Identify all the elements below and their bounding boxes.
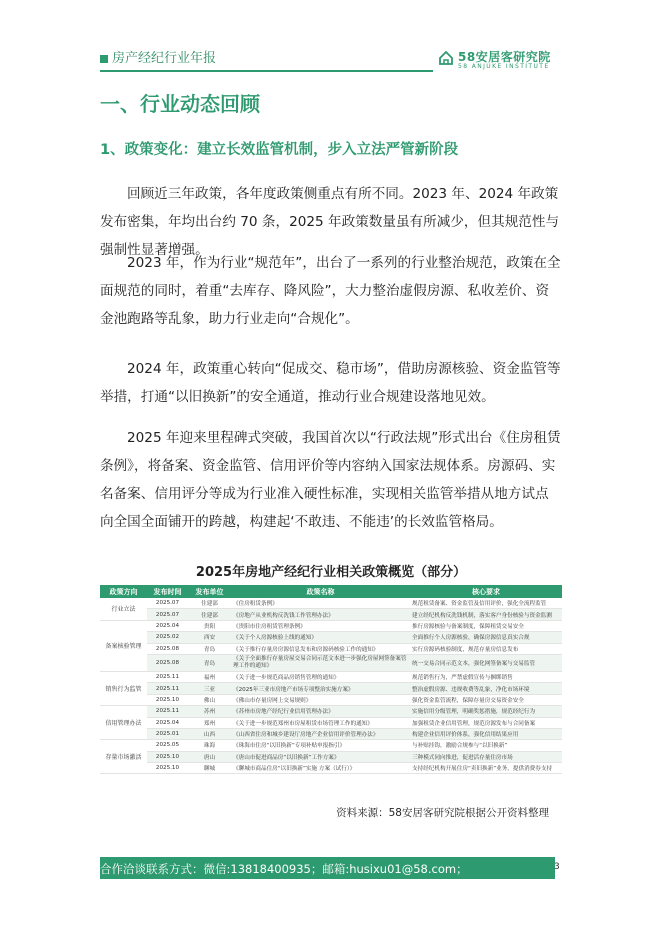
requirement-cell: 统一交易合同示范文本，强化网签备案与交易监管	[410, 654, 562, 671]
table-row	[100, 683, 562, 694]
requirement-cell: 规范销售行为，严禁虚假宣传与捆绑销售	[410, 671, 562, 682]
subsection-title: 1、政策变化：建立长效监管机制，步入立法严管新阶段	[100, 142, 459, 158]
date-cell: 2025.10	[147, 694, 188, 705]
policy-name-cell: 《唐山市促进商品房“以旧换新”工作方案》	[231, 751, 410, 762]
requirement-cell: 规范租赁备案、资金监管及信用评价，强化全流程监管	[410, 598, 562, 609]
section-title: 一、行业动态回顾	[100, 92, 260, 116]
date-cell: 2025.08	[147, 643, 188, 654]
issuer-cell: 贵阳	[188, 620, 231, 631]
issuer-cell: 珠海	[188, 740, 231, 751]
policy-direction: 信用管理办法	[100, 706, 147, 740]
body-paragraph-3: 2024 年，政策重心转向“促成交、稳市场”，借助房源核验、资金监管等举措，打通“以旧换新”的安全通道，推动行业合规建设落地见效。	[100, 361, 561, 405]
table-row	[100, 717, 562, 728]
requirement-cell: 整治虚假房源、违规收费等乱象，净化市场环境	[410, 683, 562, 694]
policy-direction: 销售行为监管	[100, 671, 147, 705]
house-logo-icon	[438, 50, 454, 66]
issuer-cell: 三亚	[188, 683, 231, 694]
issuer-cell: 佛山	[188, 694, 231, 705]
column-header: 政策名称	[231, 585, 410, 598]
table-row	[100, 609, 562, 620]
issuer-cell: 郑州	[188, 717, 231, 728]
policy-name-cell: 《2025年三亚市房地产市场专项整治实施方案》	[231, 683, 410, 694]
policy-name-cell: 《关于个人房源核验上线的通知》	[231, 632, 410, 643]
issuer-cell: 唐山	[188, 751, 231, 762]
table-row	[100, 643, 562, 654]
policy-name-cell: 《关于进一步规范郑州市房屋租赁市场管理工作的通知》	[231, 717, 410, 728]
requirement-cell: 支持经纪机构开展住房“卖旧换新”业务，提供消费券支持	[410, 763, 562, 774]
policy-name-cell: 《住房租赁条例》	[231, 598, 410, 609]
column-header: 发布时间	[147, 585, 188, 598]
requirement-cell: 加强租赁企业信用管理，规范房源发布与合同备案	[410, 717, 562, 728]
issuer-cell: 山西	[188, 728, 231, 739]
column-header: 核心要求	[410, 585, 562, 598]
date-cell: 2025.04	[147, 717, 188, 728]
table-row	[100, 706, 562, 717]
date-cell: 2025.01	[147, 728, 188, 739]
body-paragraph-4: 2025 年迎来里程碑式突破，我国首次以“行政法规”形式出台《住房租赁条例》，将备案、资金监管、信用评价等内容纳入国家法规体系。房源码、实名备案、信用评分等成为行业准入硬性标准，实现相关监管举措从地方试点向全国全面铺开的跨越，构建起‘不敢违、不能违’的长效监管格局。	[100, 430, 561, 530]
table-row	[100, 740, 562, 751]
policy-name-cell: 《聊城市商品住房“以旧换新”实施 方案（试行）》	[231, 763, 410, 774]
table-row	[100, 763, 562, 774]
policy-direction: 行业立法	[100, 598, 147, 620]
issuer-cell: 聊城	[188, 763, 231, 774]
issuer-cell: 住建部	[188, 598, 231, 609]
date-cell: 2025.05	[147, 740, 188, 751]
issuer-cell: 福州	[188, 671, 231, 682]
table-row	[100, 728, 562, 739]
table-row	[100, 598, 562, 609]
policy-name-cell: 《佛山市存量房网上交易规则》	[231, 694, 410, 705]
policy-table	[100, 585, 562, 774]
table-source: 资料来源：58安居客研究院根据公开资料整理	[336, 807, 549, 819]
table-row	[100, 620, 562, 631]
date-cell: 2025.02	[147, 632, 188, 643]
issuer-cell: 苏州	[188, 706, 231, 717]
date-cell: 2025.11	[147, 671, 188, 682]
table-header-row	[100, 585, 562, 598]
issuer-cell: 住建部	[188, 609, 231, 620]
requirement-cell: 全面推行个人房源核验，确保房源信息真实合规	[410, 632, 562, 643]
table-title: 2025年房地产经纪行业相关政策概览（部分）	[195, 565, 467, 580]
issuer-cell: 青岛	[188, 643, 231, 654]
policy-name-cell: 《房地产从业机构反洗钱工作管理办法》	[231, 609, 410, 620]
requirement-cell: 与补贴挂钩，激励合规参与“以旧换新”	[410, 740, 562, 751]
header-underline	[100, 70, 433, 72]
policy-name-cell: 《山西省住房和城乡建设厅房地产企业信用评价管理办法》	[231, 728, 410, 739]
footer-contact: 合作洽谈联系方式：微信:13818400935；邮箱:husixu01@58.com；	[100, 862, 468, 876]
date-cell: 2025.07	[147, 598, 188, 609]
requirement-cell: 强化资金监管流程，保障存量房交易资金安全	[410, 694, 562, 705]
logo-text: 58安居客研究院	[458, 50, 551, 64]
body-paragraph-2: 2023 年，作为行业“规范年”，出台了一系列的行业整治规范，政策在全面规范的同时，着重“去库存、降风险”，大力整治虚假房源、私收差价、资金池跑路等乱象，助力行业走向“合规化”。	[100, 255, 561, 327]
issuer-cell: 青岛	[188, 654, 231, 671]
date-cell: 2025.11	[147, 683, 188, 694]
policy-name-cell: 《关于全面推行存量房屋交易合同示范文本进一步强化房屋网签备案管理工作的通知》	[231, 654, 410, 671]
date-cell: 2025.10	[147, 763, 188, 774]
policy-name-cell: 《关于进一步规范商品房销售管理的通知》	[231, 671, 410, 682]
date-cell: 2025.08	[147, 654, 188, 671]
brand-logo	[438, 48, 558, 74]
body-paragraph-1: 回顾近三年政策，各年度政策侧重点有所不同。2023 年、2024 年政策发布密集，年均出台约 70 条，2025 年政策数量虽有所减少，但其规范性与强制性显著增强。	[100, 186, 560, 258]
requirement-cell: 实行房源码核验制度，规范存量房信息发布	[410, 643, 562, 654]
footer-bar	[100, 857, 555, 879]
table-row	[100, 654, 562, 671]
logo-subtext: 58 ANJUKE INSTITUTE	[458, 63, 550, 70]
table-row	[100, 751, 562, 762]
table-row	[100, 632, 562, 643]
policy-name-cell: 《苏州市房地产经纪行业信用管理办法》	[231, 706, 410, 717]
column-header: 政策方向	[100, 585, 147, 598]
policy-name-cell: 《关于推行存量房房源信息发布和房源码核验工作的通知》	[231, 643, 410, 654]
policy-name-cell: 《珠海市住房“以旧换新”专项补贴申报指引》	[231, 740, 410, 751]
column-header: 发布单位	[188, 585, 231, 598]
requirement-cell: 实施信用分级管理，明确奖惩措施，规范经纪行为	[410, 706, 562, 717]
page-number: 3	[554, 862, 560, 872]
policy-name-cell: 《贵阳市住房租赁管理条例》	[231, 620, 410, 631]
issuer-cell: 西安	[188, 632, 231, 643]
date-cell: 2025.04	[147, 620, 188, 631]
header-square-marker	[100, 55, 108, 63]
header-title: 房产经纪行业年报	[112, 51, 217, 66]
date-cell: 2025.10	[147, 751, 188, 762]
date-cell: 2025.07	[147, 609, 188, 620]
policy-direction: 备案核验管理	[100, 620, 147, 671]
table-row	[100, 671, 562, 682]
requirement-cell: 推行房源核验与备案制度，保障租赁交易安全	[410, 620, 562, 631]
requirement-cell: 构建企业信用评价体系，强化信用结果应用	[410, 728, 562, 739]
date-cell: 2025.11	[147, 706, 188, 717]
table-row	[100, 694, 562, 705]
policy-direction: 存量市场激活	[100, 740, 147, 774]
requirement-cell: 建立经纪机构反洗钱机制，落实客户身份核验与资金监测	[410, 609, 562, 620]
requirement-cell: 三种模式同向推进，促进活存量住房市场	[410, 751, 562, 762]
